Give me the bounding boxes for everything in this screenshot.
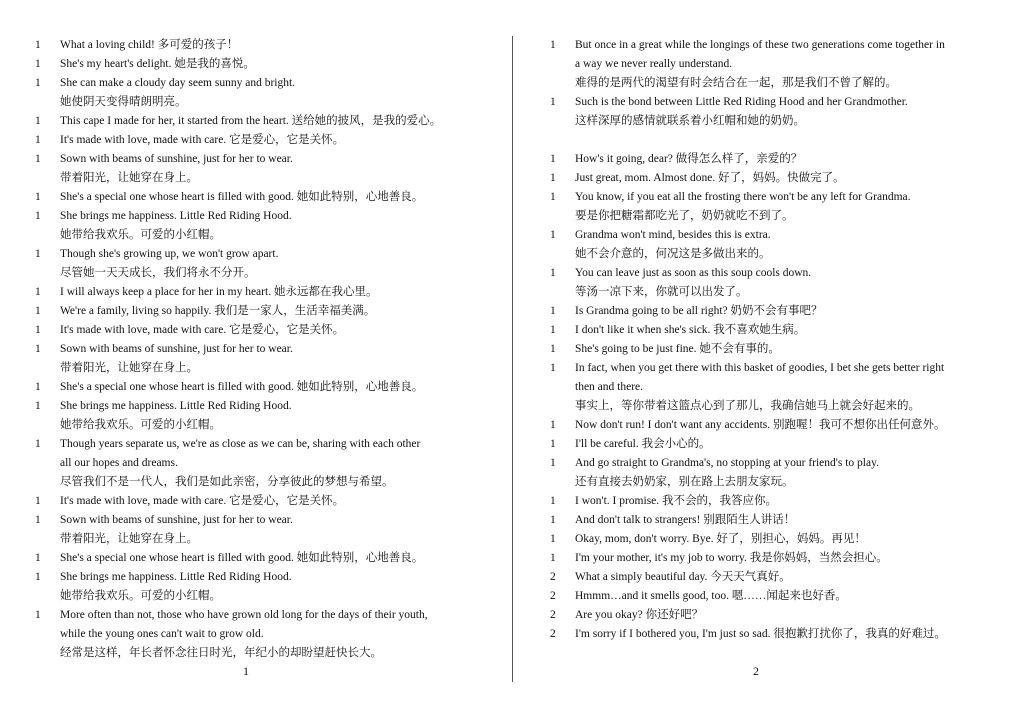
- entry-number: 1: [35, 514, 41, 526]
- entry-text: [575, 568, 1024, 587]
- entry-text: [575, 169, 1024, 188]
- entry-number: 1: [550, 172, 556, 184]
- entry-number: 1: [550, 153, 556, 165]
- entry-line: She's a special one whose heart is filled with good. 她如此特别，心地善良。: [60, 191, 424, 203]
- entry-text: [575, 530, 1024, 549]
- entry-line: Hmmm…and it smells good, too. 嗯……闻起来也好香。: [575, 590, 847, 602]
- entry-text: [575, 606, 1024, 625]
- script-entry: [0, 74, 512, 112]
- page-number: 1: [243, 664, 249, 678]
- entry-text: [575, 492, 1024, 511]
- entry-text: [60, 74, 512, 112]
- entry-number: 1: [550, 457, 556, 469]
- column-divider: [512, 36, 513, 682]
- entry-number: 2: [550, 609, 556, 621]
- script-entry: [0, 302, 512, 321]
- entry-number: 1: [35, 153, 41, 165]
- entry-number: 1: [550, 343, 556, 355]
- script-entry: [0, 378, 512, 397]
- entry-text: [60, 302, 512, 321]
- entry-line: More often than not, those who have grown old long for the days of their youth,: [60, 609, 428, 621]
- entry-line: Is Grandma going to be all right? 奶奶不会有事吧？: [575, 305, 823, 317]
- entry-line: What a simply beautiful day. 今天天气真好。: [575, 571, 791, 583]
- section-gap: [514, 131, 1024, 150]
- entry-number: 2: [550, 628, 556, 640]
- entry-number: 1: [550, 495, 556, 507]
- entry-text: [575, 359, 1024, 416]
- script-entry: [514, 606, 1024, 625]
- entry-number: 1: [35, 495, 41, 507]
- script-entry: [0, 150, 512, 188]
- entry-line: Are you okay? 你还好吧？: [575, 609, 704, 621]
- entry-number: 1: [35, 571, 41, 583]
- entry-number: 1: [550, 362, 556, 374]
- entry-number: 1: [550, 419, 556, 431]
- entry-number: 1: [35, 324, 41, 336]
- script-entry: [0, 340, 512, 378]
- entry-text: [575, 549, 1024, 568]
- page-right-lines: [514, 36, 1024, 644]
- entry-number: 1: [35, 381, 41, 393]
- entry-line: 她使阴天变得晴朗明亮。: [60, 96, 187, 108]
- entry-line: I'm your mother, it's my job to worry. 我是你妈妈，当然会担心。: [575, 552, 888, 564]
- script-entry: [514, 511, 1024, 530]
- entry-line: How's it going, dear? 做得怎么样了，亲爱的？: [575, 153, 803, 165]
- script-entry: [514, 359, 1024, 416]
- entry-text: [60, 321, 512, 340]
- entry-number: 1: [35, 286, 41, 298]
- entry-line: It's made with love, made with care. 它是爱心，它是关怀。: [60, 495, 345, 507]
- entry-number: 1: [35, 77, 41, 89]
- entry-text: [575, 226, 1024, 264]
- script-entry: [514, 587, 1024, 606]
- script-entry: [514, 340, 1024, 359]
- script-entry: [514, 435, 1024, 454]
- entry-text: [60, 511, 512, 549]
- entry-line: I don't like it when she's sick. 我不喜欢她生病。: [575, 324, 806, 336]
- entry-number: 1: [550, 229, 556, 241]
- entry-line: Now don't run! I don't want any accidents. 别跑喔！我可不想你出任何意外。: [575, 419, 946, 431]
- script-entry: [0, 397, 512, 435]
- script-entry: [514, 625, 1024, 644]
- entry-line: 尽管她一天天成长，我们将永不分开。: [60, 267, 256, 279]
- script-entry: [0, 55, 512, 74]
- entry-text: [575, 150, 1024, 169]
- entry-number: 1: [35, 58, 41, 70]
- entry-line: Sown with beams of sunshine, just for her to wear.: [60, 514, 293, 526]
- script-entry: [0, 511, 512, 549]
- script-entry: [514, 321, 1024, 340]
- entry-line: You can leave just as soon as this soup cools down.: [575, 267, 812, 279]
- entry-line: Sown with beams of sunshine, just for her to wear.: [60, 153, 293, 165]
- script-entry: [0, 549, 512, 568]
- entry-text: [575, 416, 1024, 435]
- entry-line: Though she's growing up, we won't grow apart.: [60, 248, 279, 260]
- entry-text: [60, 549, 512, 568]
- entry-line: Grandma won't mind, besides this is extra.: [575, 229, 771, 241]
- entry-number: 1: [35, 115, 41, 127]
- entry-line: But once in a great while the longings of these two generations come together in: [575, 39, 945, 51]
- script-entry: [514, 93, 1024, 131]
- entry-text: [575, 587, 1024, 606]
- entry-text: [575, 36, 1024, 93]
- script-entry: [514, 36, 1024, 93]
- script-entry: [0, 245, 512, 283]
- script-entry: [0, 112, 512, 131]
- entry-text: [60, 36, 512, 55]
- script-entry: [0, 131, 512, 150]
- script-entry: [0, 606, 512, 663]
- entry-line: Such is the bond between Little Red Riding Hood and her Grandmother.: [575, 96, 908, 108]
- entry-line: 她不会介意的，何况这是多做出来的。: [575, 248, 771, 260]
- page-left-lines: [0, 36, 512, 663]
- entry-line: 经常是这样，年长者怀念往日时光，年纪小的却盼望赶快长大。: [60, 647, 382, 659]
- script-entry: [0, 492, 512, 511]
- entry-number: 1: [35, 438, 41, 450]
- entry-number: 1: [35, 343, 41, 355]
- entry-number: 1: [35, 305, 41, 317]
- entry-number: 1: [550, 305, 556, 317]
- entry-line: It's made with love, made with care. 它是爱心，它是关怀。: [60, 134, 345, 146]
- entry-line: 还有直接去奶奶家，别在路上去朋友家玩。: [575, 476, 794, 488]
- entry-line: We're a family, living so happily. 我们是一家人，生活幸福美满。: [60, 305, 376, 317]
- entry-line: She brings me happiness. Little Red Riding Hood.: [60, 571, 292, 583]
- entry-number: 1: [550, 39, 556, 51]
- entry-text: [575, 340, 1024, 359]
- entry-text: [60, 188, 512, 207]
- entry-line: She's a special one whose heart is filled with good. 她如此特别，心地善良。: [60, 552, 424, 564]
- script-entry: [514, 416, 1024, 435]
- entry-number: 1: [35, 400, 41, 412]
- entry-text: [575, 93, 1024, 131]
- entry-line: It's made with love, made with care. 它是爱心，它是关怀。: [60, 324, 345, 336]
- entry-text: [575, 511, 1024, 530]
- entry-line: Sown with beams of sunshine, just for her to wear.: [60, 343, 293, 355]
- entry-number: 1: [550, 438, 556, 450]
- entry-line: 事实上，等你带着这篮点心到了那儿，我确信她马上就会好起来的。: [575, 400, 920, 412]
- entry-line: 难得的是两代的渴望有时会结合在一起，那是我们不曾了解的。: [575, 77, 897, 89]
- entry-number: 1: [35, 248, 41, 260]
- entry-text: [575, 264, 1024, 302]
- entry-number: 2: [550, 571, 556, 583]
- script-entry: [514, 492, 1024, 511]
- entry-text: [60, 245, 512, 283]
- entry-text: [60, 397, 512, 435]
- entry-line: 等汤一凉下来，你就可以出发了。: [575, 286, 748, 298]
- entry-text: [575, 188, 1024, 226]
- script-entry: [0, 568, 512, 606]
- script-entry: [0, 188, 512, 207]
- entry-line: She can make a cloudy day seem sunny and bright.: [60, 77, 296, 89]
- entry-line: a way we never really understand.: [575, 58, 733, 70]
- entry-line: 她带给我欢乐。可爱的小红帽。: [60, 419, 221, 431]
- entry-line: all our hopes and dreams.: [60, 457, 178, 469]
- script-entry: [514, 188, 1024, 226]
- entry-line: In fact, when you get there with this basket of goodies, I bet she gets better right: [575, 362, 945, 374]
- script-entry: [514, 454, 1024, 492]
- script-entry: [514, 226, 1024, 264]
- entry-line: 她带给我欢乐。可爱的小红帽。: [60, 229, 221, 241]
- entry-text: [60, 131, 512, 150]
- entry-text: [60, 340, 512, 378]
- entry-number: 1: [550, 533, 556, 545]
- entry-text: [60, 283, 512, 302]
- entry-line: 这样深厚的感情就联系着小红帽和她的奶奶。: [575, 115, 805, 127]
- entry-number: 1: [35, 609, 41, 621]
- entry-line: What a loving child! 多可爱的孩子！: [60, 39, 239, 51]
- page-number: 2: [753, 664, 759, 678]
- entry-text: [60, 606, 512, 663]
- script-entry: [514, 530, 1024, 549]
- entry-line: She brings me happiness. Little Red Riding Hood.: [60, 210, 292, 222]
- entry-line: And go straight to Grandma's, no stopping at your friend's to play.: [575, 457, 879, 469]
- entry-line: I'm sorry if I bothered you, I'm just so sad. 很抱歉打扰你了，我真的好难过。: [575, 628, 946, 640]
- entry-number: 1: [550, 267, 556, 279]
- script-entry: [514, 150, 1024, 169]
- script-entry: [514, 169, 1024, 188]
- entry-text: [60, 492, 512, 511]
- entry-number: 1: [550, 96, 556, 108]
- entry-line: Though years separate us, we're as close as we can be, sharing with each other: [60, 438, 421, 450]
- entry-line: while the young ones can't wait to grow old.: [60, 628, 264, 640]
- entry-line: Okay, mom, don't worry. Bye. 好了，别担心，妈妈。再见！: [575, 533, 866, 545]
- script-entry: [0, 36, 512, 55]
- entry-line: 带着阳光，让她穿在身上。: [60, 362, 198, 374]
- entry-line: I'll be careful. 我会小心的。: [575, 438, 711, 450]
- script-entry: [0, 435, 512, 492]
- entry-text: [575, 625, 1024, 644]
- entry-text: [575, 454, 1024, 492]
- entry-line: She's a special one whose heart is filled with good. 她如此特别，心地善良。: [60, 381, 424, 393]
- entry-line: She brings me happiness. Little Red Riding Hood.: [60, 400, 292, 412]
- entry-line: I will always keep a place for her in my heart. 她永远都在我心里。: [60, 286, 378, 298]
- entry-line: And don't talk to strangers! 别跟陌生人讲话！: [575, 514, 796, 526]
- script-entry: [514, 568, 1024, 587]
- script-entry: [514, 302, 1024, 321]
- entry-line: then and there.: [575, 381, 644, 393]
- entry-number: 2: [550, 590, 556, 602]
- entry-line: She's my heart's delight. 她是我的喜悦。: [60, 58, 255, 70]
- page-right: [514, 0, 1024, 724]
- entry-number: 1: [550, 191, 556, 203]
- entry-line: 要是你把糖霜都吃光了，奶奶就吃不到了。: [575, 210, 794, 222]
- entry-number: 1: [550, 514, 556, 526]
- entry-number: 1: [35, 552, 41, 564]
- script-entry: [514, 549, 1024, 568]
- script-entry: [0, 207, 512, 245]
- entry-line: This cape I made for her, it started from the heart. 送给她的披风，是我的爱心。: [60, 115, 442, 127]
- entry-text: [60, 207, 512, 245]
- entry-line: You know, if you eat all the frosting there won't be any left for Grandma.: [575, 191, 911, 203]
- entry-text: [575, 321, 1024, 340]
- entry-line: She's going to be just fine. 她不会有事的。: [575, 343, 780, 355]
- entry-number: 1: [35, 39, 41, 51]
- script-entry: [0, 321, 512, 340]
- entry-text: [60, 150, 512, 188]
- entry-line: 她带给我欢乐。可爱的小红帽。: [60, 590, 221, 602]
- entry-line: 带着阳光，让她穿在身上。: [60, 533, 198, 545]
- script-entry: [514, 264, 1024, 302]
- entry-line: 尽管我们不是一代人，我们是如此亲密，分享彼此的梦想与希望。: [60, 476, 394, 488]
- entry-text: [60, 55, 512, 74]
- entry-text: [60, 435, 512, 492]
- entry-text: [60, 568, 512, 606]
- entry-line: I won't. I promise. 我不会的，我答应你。: [575, 495, 778, 507]
- entry-text: [575, 435, 1024, 454]
- entry-number: 1: [550, 552, 556, 564]
- entry-number: 1: [35, 210, 41, 222]
- entry-text: [575, 302, 1024, 321]
- entry-number: 1: [35, 134, 41, 146]
- entry-line: 带着阳光，让她穿在身上。: [60, 172, 198, 184]
- entry-number: 1: [550, 324, 556, 336]
- entry-number: 1: [35, 191, 41, 203]
- script-entry: [0, 283, 512, 302]
- entry-text: [60, 112, 512, 131]
- entry-text: [60, 378, 512, 397]
- entry-line: Just great, mom. Almost done. 好了，妈妈。快做完了。: [575, 172, 845, 184]
